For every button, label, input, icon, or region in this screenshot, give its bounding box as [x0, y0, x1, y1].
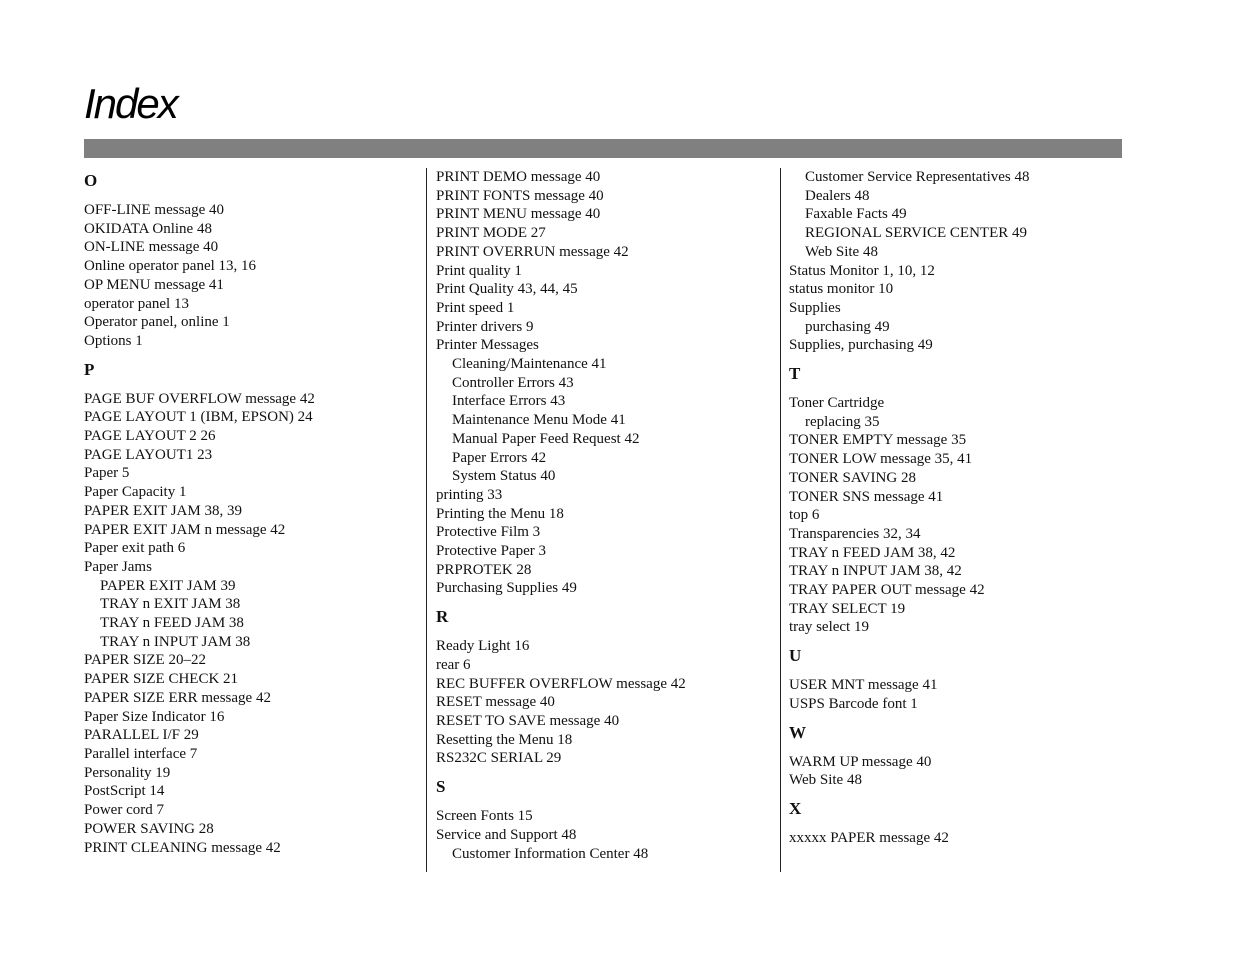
index-entry: OKIDATA Online 48	[84, 220, 212, 237]
index-entry: Printer Messages	[436, 337, 539, 354]
index-entry: REC BUFFER OVERFLOW message 42	[436, 675, 686, 692]
index-entry: Transparencies 32, 34	[789, 525, 921, 542]
index-subentry: Customer Service Representatives 48	[805, 169, 1030, 185]
index-entry: PARALLEL I/F 29	[84, 727, 199, 744]
index-section-letter: O	[84, 171, 98, 190]
index-entry: printing 33	[436, 486, 503, 503]
index-entry: TONER EMPTY message 35	[789, 432, 967, 449]
index-column-3	[780, 168, 1129, 872]
index-entry: Paper Jams	[84, 558, 152, 575]
index-column-2	[426, 168, 780, 872]
page-title: Index	[84, 80, 177, 127]
index-entry: PAGE LAYOUT 2 26	[84, 428, 216, 445]
index-subentry: TRAY n EXIT JAM 38	[100, 596, 241, 613]
index-section-letter: S	[436, 777, 446, 797]
index-entry: PAPER SIZE CHECK 21	[84, 671, 239, 688]
index-subentry: Maintenance Menu Mode 41	[452, 412, 626, 429]
index-entry: ON-LINE message 40	[84, 239, 219, 256]
index-entry: Supplies	[789, 299, 841, 316]
index-entry: PRINT FONTS message 40	[436, 187, 604, 204]
index-subentry: replacing 35	[805, 413, 880, 430]
index-subentry: TRAY n INPUT JAM 38	[100, 633, 251, 650]
index-entry: Purchasing Supplies 49	[436, 580, 577, 597]
index-entry: Supplies, purchasing 49	[789, 337, 933, 354]
index-subentry: System Status 40	[452, 468, 556, 485]
index-subentry: REGIONAL SERVICE CENTER 49	[805, 225, 1027, 242]
index-subentry: PAPER EXIT JAM 39	[100, 577, 236, 594]
index-entry: PostScript 14	[84, 783, 165, 800]
index-entry: Online operator panel 13, 16	[84, 258, 257, 275]
index-entry: Web Site 48	[789, 772, 862, 789]
index-entry: Resetting the Menu 18	[436, 731, 573, 748]
index-subentry: Interface Errors 43	[452, 393, 566, 410]
index-entry: Printing the Menu 18	[436, 505, 564, 522]
index-entry: RESET message 40	[436, 694, 555, 711]
index-entry: PAPER SIZE 20–22	[84, 652, 206, 669]
index-section-letter: P	[84, 359, 95, 379]
index-subentry: Cleaning/Maintenance 41	[452, 356, 607, 373]
index-entry: Personality 19	[84, 764, 171, 781]
index-entry: Paper 5	[84, 465, 130, 482]
index-entry: PAGE LAYOUT1 23	[84, 446, 213, 463]
index-entry: Print quality 1	[436, 262, 522, 279]
index-entry: Protective Film 3	[436, 524, 541, 541]
index-entry: TONER SNS message 41	[789, 488, 944, 505]
index-entry: USPS Barcode font 1	[789, 695, 918, 712]
index-entry: WARM UP message 40	[789, 753, 932, 770]
index-entry: Options 1	[84, 332, 143, 349]
index-entry: Protective Paper 3	[436, 543, 546, 560]
index-entry: Paper Capacity 1	[84, 484, 187, 501]
index-entry: Print Quality 43, 44, 45	[436, 281, 578, 298]
index-subentry: Controller Errors 43	[452, 374, 574, 391]
index-entry: Screen Fonts 15	[436, 808, 533, 825]
index-section-letter: R	[436, 607, 449, 627]
index-subentry: Dealers 48	[805, 187, 870, 204]
index-subentry: Web Site 48	[805, 243, 878, 260]
index-entry: Parallel interface 7	[84, 745, 198, 762]
index-entry: PRINT OVERRUN message 42	[436, 243, 629, 260]
index-entry: TONER LOW message 35, 41	[789, 451, 973, 468]
index-entry: Operator panel, online 1	[84, 314, 230, 331]
index-entry: TRAY n FEED JAM 38, 42	[789, 544, 956, 561]
index-entry: TRAY n INPUT JAM 38, 42	[789, 563, 962, 580]
index-entry: Printer drivers 9	[436, 318, 534, 335]
index-subentry: Faxable Facts 49	[805, 206, 907, 223]
index-entry: PRPROTEK 28	[436, 561, 532, 578]
index-entry: PRINT DEMO message 40	[436, 169, 601, 185]
index-subentry: Manual Paper Feed Request 42	[452, 430, 640, 447]
index-subentry: Customer Information Center 48	[452, 845, 649, 862]
title-rule	[84, 139, 1122, 158]
index-entry: Service and Support 48	[436, 826, 577, 843]
index-entry: RESET TO SAVE message 40	[436, 712, 620, 729]
index-section-letter: X	[789, 798, 802, 818]
index-subentry: purchasing 49	[805, 318, 890, 335]
index-entry: xxxxx PAPER message 42	[789, 829, 949, 846]
index-column-1	[84, 168, 414, 857]
index-entry: PAPER EXIT JAM 38, 39	[84, 502, 242, 519]
index-entry: PAPER EXIT JAM n message 42	[84, 521, 286, 538]
index-entry: OP MENU message 41	[84, 276, 224, 293]
index-entry: Toner Cartridge	[789, 395, 885, 412]
index-entry: Paper Size Indicator 16	[84, 708, 225, 725]
index-entry: PAGE LAYOUT 1 (IBM, EPSON) 24	[84, 409, 313, 426]
index-entry: PAGE BUF OVERFLOW message 42	[84, 390, 315, 407]
index-subentry: TRAY n FEED JAM 38	[100, 615, 244, 632]
index-entry: operator panel 13	[84, 295, 189, 312]
index-entry: PRINT CLEANING message 42	[84, 839, 281, 856]
index-entry: rear 6	[436, 656, 471, 673]
index-subentry: Paper Errors 42	[452, 449, 547, 466]
index-entry: TRAY SELECT 19	[789, 600, 906, 617]
index-entry: TRAY PAPER OUT message 42	[789, 582, 985, 599]
index-entry: Print speed 1	[436, 299, 515, 316]
index-entry: PRINT MENU message 40	[436, 206, 601, 223]
index-section-letter: T	[789, 364, 801, 384]
index-entry: PAPER SIZE ERR message 42	[84, 689, 271, 706]
index-section-letter: W	[789, 722, 806, 742]
index-entry: TONER SAVING 28	[789, 469, 916, 486]
index-entry: PRINT MODE 27	[436, 225, 546, 242]
index-entry: top 6	[789, 507, 820, 524]
index-entry: OFF-LINE message 40	[84, 202, 224, 218]
index-entry: Ready Light 16	[436, 638, 530, 655]
index-entry: POWER SAVING 28	[84, 820, 214, 837]
index-section-letter: U	[789, 646, 802, 666]
index-entry: RS232C SERIAL 29	[436, 750, 562, 767]
index-entry: status monitor 10	[789, 281, 894, 298]
index-entry: tray select 19	[789, 619, 869, 636]
index-entry: Power cord 7	[84, 802, 164, 819]
index-entry: USER MNT message 41	[789, 677, 938, 694]
index-entry: Status Monitor 1, 10, 12	[789, 262, 935, 279]
index-entry: Paper exit path 6	[84, 540, 186, 557]
